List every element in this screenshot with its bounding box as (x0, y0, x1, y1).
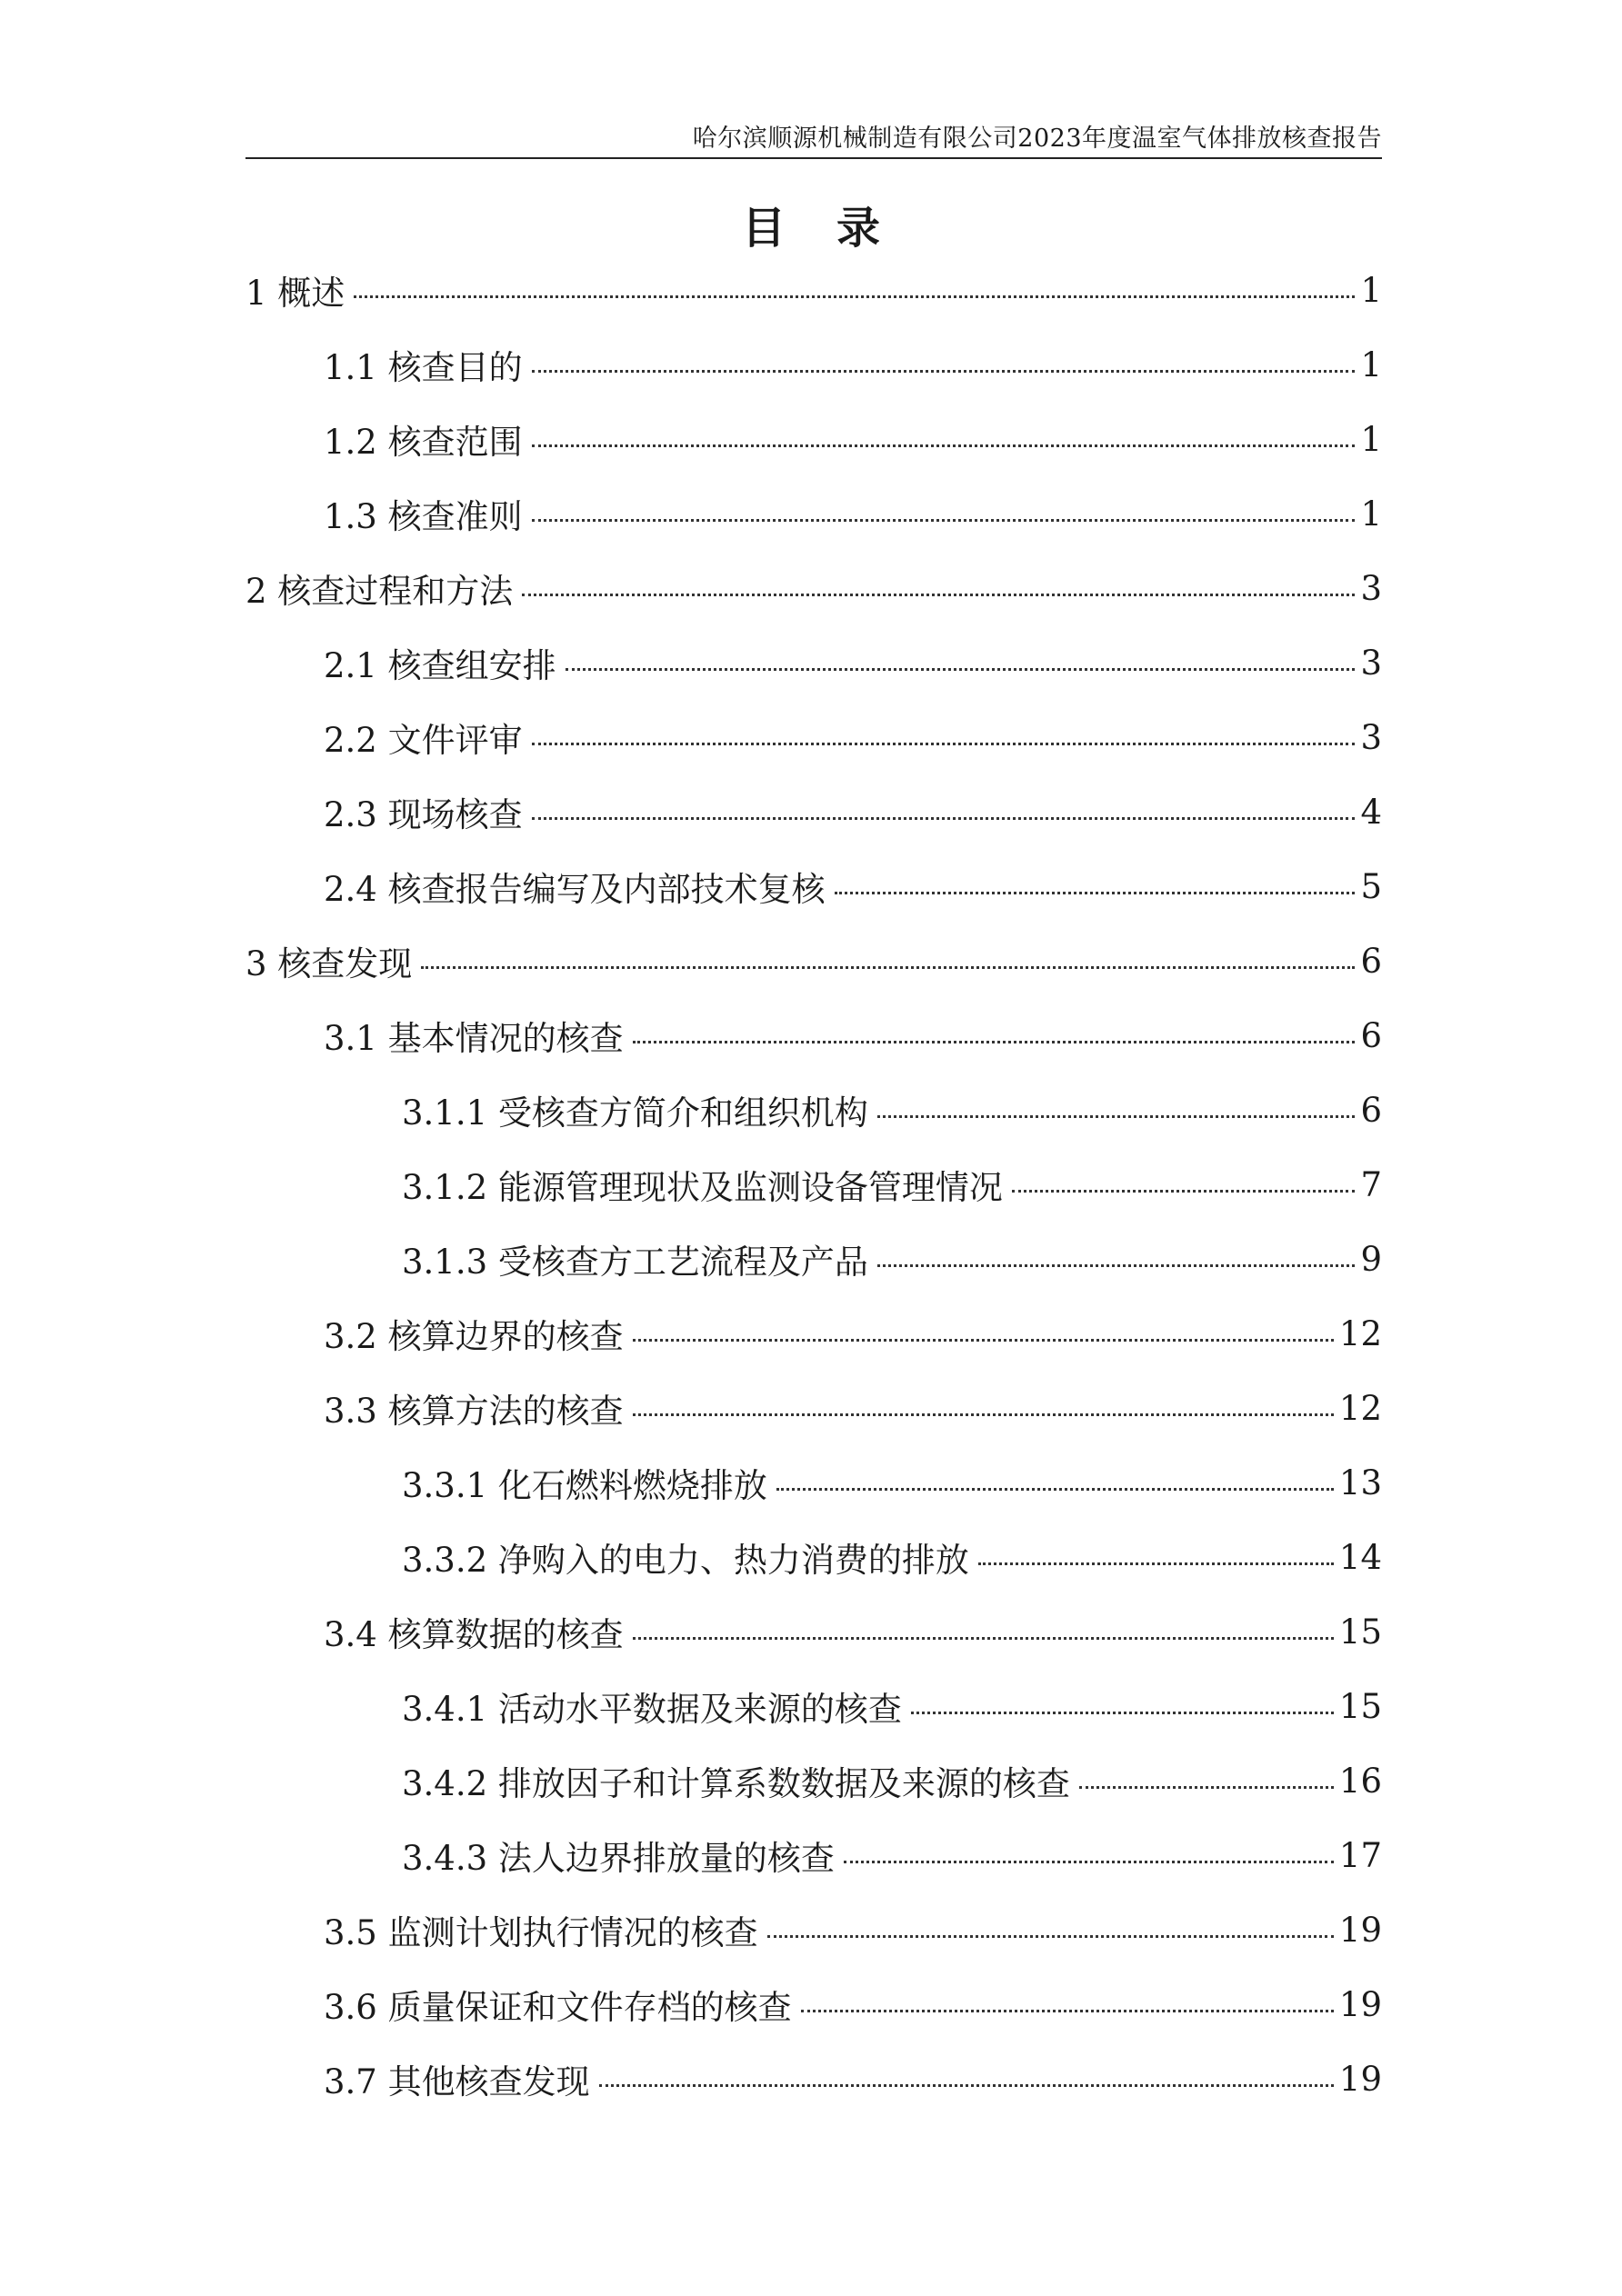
toc-dot-leader (354, 295, 1355, 298)
toc-entry-label: 2.4 核查报告编写及内部技术复核 (324, 870, 826, 909)
toc-dot-leader (633, 1041, 1356, 1043)
toc-page-number: 9 (1360, 1239, 1382, 1279)
toc-entry[interactable] (245, 923, 1382, 998)
toc-page-number: 6 (1360, 1015, 1382, 1055)
toc-page-number: 12 (1338, 1388, 1382, 1428)
toc-entry-label: 3.1.3 受核查方工艺流程及产品 (402, 1243, 868, 1282)
toc-entry-label: 1.1 核查目的 (324, 348, 523, 387)
toc-entry[interactable] (245, 998, 1382, 1073)
toc-entry[interactable] (245, 1594, 1382, 1669)
toc-entry[interactable] (245, 1222, 1382, 1296)
toc-page-number: 16 (1338, 1761, 1382, 1801)
toc-dot-leader (633, 1339, 1334, 1342)
toc-page-number: 19 (1338, 2059, 1382, 2099)
toc-entry[interactable] (245, 1520, 1382, 1594)
toc-dot-leader (633, 1637, 1334, 1640)
toc-entry[interactable] (245, 774, 1382, 849)
toc-dot-leader (599, 2084, 1334, 2087)
toc-entry-label: 3.6 质量保证和文件存档的核查 (324, 1988, 792, 2027)
toc-page-number: 4 (1360, 792, 1382, 832)
toc-entry[interactable] (245, 625, 1382, 700)
toc-page-number: 1 (1360, 494, 1382, 534)
toc-dot-leader (421, 966, 1355, 969)
toc-entry-label: 3.5 监测计划执行情况的核查 (324, 1913, 758, 1952)
toc-entry-label: 2.3 现场核查 (324, 795, 523, 834)
toc-page-number: 3 (1360, 717, 1382, 757)
toc-entry-label: 3.4.1 活动水平数据及来源的核查 (402, 1690, 902, 1729)
toc-entry[interactable] (245, 551, 1382, 625)
toc-entry-label: 2 核查过程和方法 (245, 572, 514, 611)
toc-entry-label: 3 核查发现 (245, 944, 413, 983)
toc-dot-leader (776, 1488, 1334, 1491)
toc-entry[interactable] (245, 2041, 1382, 2116)
toc-page-number: 7 (1360, 1164, 1382, 1204)
toc-entry[interactable] (245, 1669, 1382, 1743)
toc-dot-leader (877, 1264, 1356, 1267)
table-of-contents (245, 253, 1382, 2116)
toc-entry-label: 2.2 文件评审 (324, 721, 523, 760)
toc-dot-leader (532, 370, 1356, 373)
toc-dot-leader (1079, 1786, 1334, 1789)
toc-dot-leader (844, 1861, 1334, 1863)
toc-entry-label: 1.2 核查范围 (324, 423, 523, 462)
running-header: 哈尔滨顺源机械制造有限公司2023年度温室气体排放核查报告 (692, 125, 1382, 153)
toc-entry-label: 2.1 核查组安排 (324, 646, 556, 685)
toc-page-number: 14 (1338, 1537, 1382, 1577)
toc-entry-label: 3.1.2 能源管理现状及监测设备管理情况 (402, 1168, 1003, 1207)
toc-page-number: 1 (1360, 419, 1382, 459)
toc-entry[interactable] (245, 1445, 1382, 1520)
toc-dot-leader (911, 1712, 1334, 1714)
toc-page-number: 13 (1338, 1462, 1382, 1502)
toc-entry[interactable] (245, 1147, 1382, 1222)
toc-dot-leader (532, 519, 1356, 522)
toc-entry-label: 3.4.2 排放因子和计算系数数据及来源的核查 (402, 1764, 1070, 1803)
toc-dot-leader (877, 1115, 1356, 1118)
toc-dot-leader (522, 594, 1355, 596)
toc-dot-leader (532, 817, 1356, 820)
toc-entry-label: 3.3 核算方法的核查 (324, 1392, 624, 1431)
toc-entry[interactable] (245, 1967, 1382, 2041)
toc-page-number: 17 (1338, 1835, 1382, 1875)
toc-entry-label: 1 概述 (245, 274, 345, 313)
toc-entry[interactable] (245, 476, 1382, 551)
toc-dot-leader (1012, 1190, 1356, 1193)
toc-entry[interactable] (245, 327, 1382, 402)
toc-entry-label: 3.4.3 法人边界排放量的核查 (402, 1839, 835, 1878)
header-rule (245, 157, 1382, 159)
toc-entry[interactable] (245, 1073, 1382, 1147)
toc-page-number: 3 (1360, 568, 1382, 608)
toc-entry-label: 3.3.2 净购入的电力、热力消费的排放 (402, 1541, 969, 1580)
page-title: 目录 (741, 203, 931, 254)
toc-entry[interactable] (245, 1892, 1382, 1967)
toc-entry-label: 3.1 基本情况的核查 (324, 1019, 624, 1058)
toc-entry[interactable] (245, 402, 1382, 476)
toc-page-number: 5 (1360, 866, 1382, 906)
toc-dot-leader (532, 743, 1356, 745)
toc-page-number: 6 (1360, 1090, 1382, 1130)
toc-dot-leader (532, 444, 1356, 447)
toc-entry[interactable] (245, 1818, 1382, 1892)
toc-entry[interactable] (245, 1296, 1382, 1371)
toc-entry-label: 3.7 其他核查发现 (324, 2062, 590, 2101)
toc-page-number: 12 (1338, 1313, 1382, 1353)
toc-dot-leader (633, 1413, 1334, 1416)
toc-dot-leader (835, 892, 1356, 894)
toc-entry-label: 3.4 核算数据的核查 (324, 1615, 624, 1654)
toc-entry[interactable] (245, 1371, 1382, 1445)
toc-dot-leader (767, 1935, 1334, 1938)
toc-page-number: 19 (1338, 1910, 1382, 1950)
toc-entry-label: 1.3 核查准则 (324, 497, 523, 536)
toc-entry[interactable] (245, 700, 1382, 774)
toc-dot-leader (566, 668, 1356, 671)
toc-entry-label: 3.1.1 受核查方简介和组织机构 (402, 1093, 868, 1133)
toc-entry[interactable] (245, 1743, 1382, 1818)
toc-page-number: 3 (1360, 643, 1382, 683)
toc-page-number: 1 (1360, 270, 1382, 310)
toc-entry[interactable] (245, 253, 1382, 327)
toc-page-number: 19 (1338, 1984, 1382, 2024)
toc-page-number: 1 (1360, 344, 1382, 384)
toc-page-number: 15 (1338, 1686, 1382, 1726)
toc-entry-label: 3.3.1 化石燃料燃烧排放 (402, 1466, 767, 1505)
toc-entry[interactable] (245, 849, 1382, 923)
toc-entry-label: 3.2 核算边界的核查 (324, 1317, 624, 1356)
toc-page-number: 6 (1360, 941, 1382, 981)
toc-page-number: 15 (1338, 1612, 1382, 1652)
toc-dot-leader (978, 1562, 1334, 1565)
toc-dot-leader (801, 2010, 1334, 2012)
